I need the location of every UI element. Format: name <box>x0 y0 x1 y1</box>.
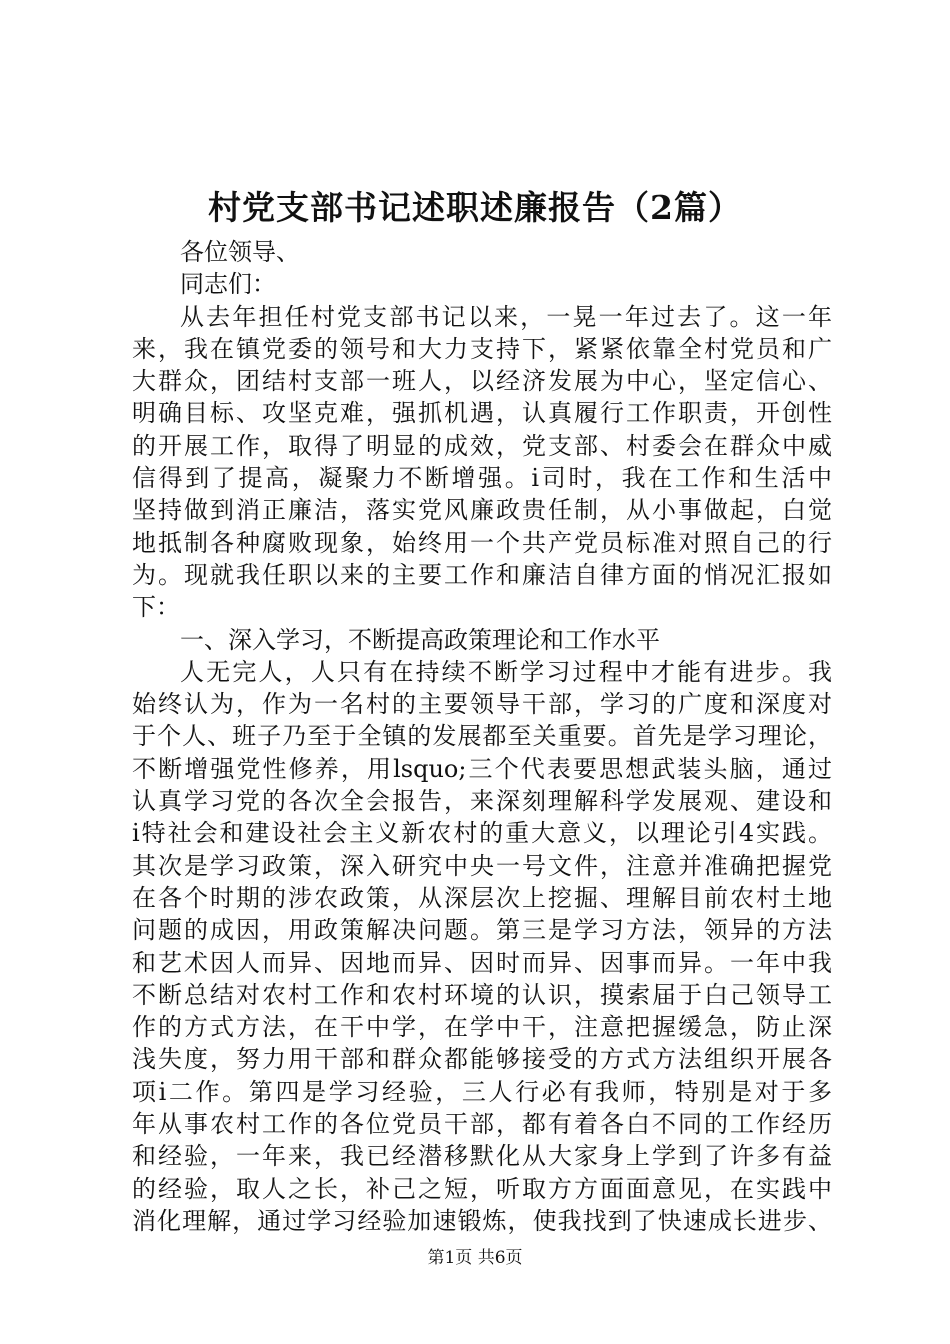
paragraph-line: 下： <box>132 593 180 622</box>
paragraph-line: 的经验，取人之长，补己之短，听取方方面面意见，在实践中 <box>132 1174 832 1203</box>
document-title: 村党支部书记述职述廉报告（2篇） <box>208 188 742 227</box>
paragraph-line: 年从事农村工作的各位党员干部，都有着各白不同的工作经历 <box>132 1110 832 1139</box>
paragraph-line: 和经验，一年来，我已经潜移默化从大家身上学到了许多有益 <box>132 1142 832 1171</box>
salutation-line: 各位领导、 <box>180 238 300 266</box>
paragraph-line: 不断增强党性修养，用lsquo;三个代表要思想武装头脑，通过 <box>132 754 832 783</box>
paragraph-line: 问题的成因，用政策解决问题。第三是学习方法，领异的方法 <box>132 916 832 945</box>
paragraph-line: 地抵制各种腐败现象，始终用一个共产党员标准对照自己的行 <box>132 528 832 557</box>
paragraph-line: 坚持做到消正廉洁，落实党风廉政贵任制，从小事做起，白觉 <box>132 496 832 525</box>
paragraph-line: 和艺术因人而异、因地而异、因时而异、因事而异。一年中我 <box>132 948 832 977</box>
paragraph-line: 来，我在镇党委的领号和大力支持下，紧紧依靠全村党员和广 <box>132 334 832 363</box>
paragraph-line: 大群众，团结村支部一班人，以经济发展为中心，坚定信心、 <box>132 367 832 396</box>
paragraph-line: 的开展工作，取得了明显的成效，党支部、村委会在群众中威 <box>132 431 832 460</box>
paragraph-line: 人无完人，人只有在持续不断学习过程中才能有进步。我 <box>180 657 832 686</box>
paragraph-line: 认真学习党的各次全会报告，来深刻理解科学发展观、建设和 <box>132 787 832 816</box>
paragraph-line: 项i二作。第四是学习经验，三人行必有我师，特别是对于多 <box>132 1077 832 1106</box>
paragraph-line: 在各个时期的涉农政策，从深层次上挖掘、理解目前农村土地 <box>132 883 832 912</box>
paragraph-line: 其次是学习政策，深入研究中央一号文件，注意并准确把握党 <box>132 851 832 880</box>
paragraph-line: 信得到了提高，凝聚力不断增强。i司时，我在工作和生活中 <box>132 464 832 493</box>
paragraph-line: 于个人、班子乃至于全镇的发展都至关重要。首先是学习理论， <box>132 722 832 751</box>
salutation-line: 同志们： <box>180 270 276 299</box>
document-body <box>132 236 832 1237</box>
section-heading: 一、深入学习，不断提高政策理论和工作水平 <box>180 625 660 654</box>
paragraph-line: 消化理解，通过学习经验加速锻炼，使我找到了快速成长进步、 <box>132 1206 832 1235</box>
paragraph-line: 为。现就我任职以来的主要工作和廉洁自律方面的悄况汇报如 <box>132 560 832 589</box>
paragraph-line: 明确目标、攻坚克难，强抓机遇，认真履行工作职责，开创性 <box>132 399 832 428</box>
paragraph-line: i特社会和建设社会主义新农村的重大意义，以理论引4实践。 <box>132 819 832 848</box>
paragraph-line: 不断总结对农村工作和农村环境的认识，摸索届于白己领导工 <box>132 980 832 1009</box>
paragraph-line: 作的方式方法，在干中学，在学中干，注意把握缓急，防止深 <box>132 1013 832 1042</box>
paragraph-line: 浅失度，努力用干部和群众都能够接受的方式方法组织开展各 <box>132 1045 832 1074</box>
paragraph-line: 始终认为，作为一名村的主要领导干部，学习的广度和深度对 <box>132 690 832 719</box>
page-footer: 第1页 共6页 <box>427 1248 523 1268</box>
paragraph-line: 从去年担任村党支部书记以来，一晃一年过去了。这一年 <box>180 302 832 331</box>
